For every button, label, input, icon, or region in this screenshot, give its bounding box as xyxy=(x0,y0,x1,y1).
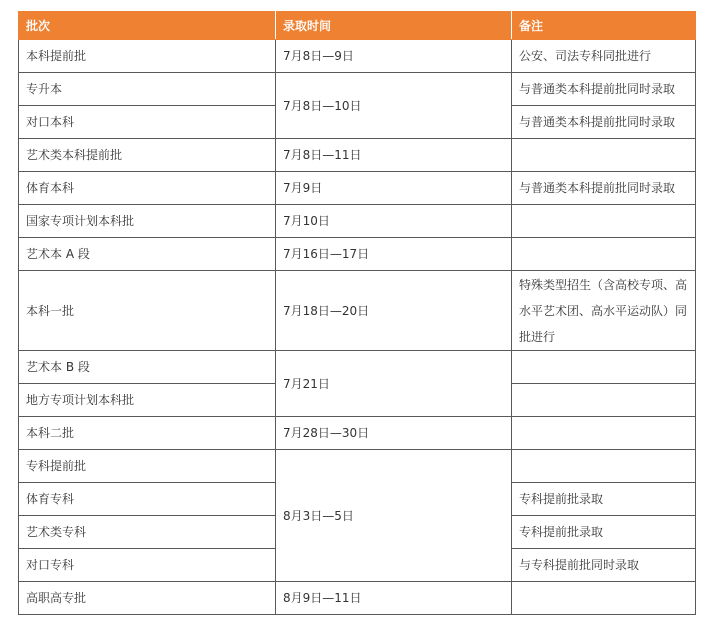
time-cell: 7月9日 xyxy=(276,172,512,205)
note-cell xyxy=(512,384,696,417)
batch-cell: 体育本科 xyxy=(19,172,276,205)
table-row xyxy=(19,582,696,615)
time-cell: 7月8日—9日 xyxy=(276,40,512,73)
batch-cell: 体育专科 xyxy=(19,483,276,516)
note-cell xyxy=(512,450,696,483)
batch-cell: 艺术本 B 段 xyxy=(19,351,276,384)
table-row xyxy=(19,351,696,384)
time-cell: 7月10日 xyxy=(276,205,512,238)
admission-schedule-table xyxy=(18,11,696,615)
note-cell: 与普通类本科提前批同时录取 xyxy=(512,73,696,106)
table-row xyxy=(19,40,696,73)
time-cell: 7月16日—17日 xyxy=(276,238,512,271)
batch-cell: 高职高专批 xyxy=(19,582,276,615)
time-cell: 7月28日—30日 xyxy=(276,417,512,450)
batch-cell: 艺术本 A 段 xyxy=(19,238,276,271)
note-cell: 与专科提前批同时录取 xyxy=(512,549,696,582)
note-cell: 与普通类本科提前批同时录取 xyxy=(512,172,696,205)
note-cell: 专科提前批录取 xyxy=(512,516,696,549)
table-row xyxy=(19,271,696,351)
batch-cell: 专升本 xyxy=(19,73,276,106)
batch-cell: 艺术类本科提前批 xyxy=(19,139,276,172)
batch-cell: 对口专科 xyxy=(19,549,276,582)
batch-cell: 国家专项计划本科批 xyxy=(19,205,276,238)
header-batch: 批次 xyxy=(19,12,276,40)
table-row xyxy=(19,73,696,106)
time-cell: 7月8日—10日 xyxy=(276,73,512,139)
note-cell: 公安、司法专科同批进行 xyxy=(512,40,696,73)
time-cell: 8月3日—5日 xyxy=(276,450,512,582)
batch-cell: 本科提前批 xyxy=(19,40,276,73)
time-cell: 8月9日—11日 xyxy=(276,582,512,615)
note-cell: 专科提前批录取 xyxy=(512,483,696,516)
table-row xyxy=(19,139,696,172)
note-cell xyxy=(512,582,696,615)
note-cell: 特殊类型招生（含高校专项、高水平艺术团、高水平运动队）同批进行 xyxy=(512,271,696,351)
table-row xyxy=(19,450,696,483)
note-cell: 与普通类本科提前批同时录取 xyxy=(512,106,696,139)
batch-cell: 艺术类专科 xyxy=(19,516,276,549)
table-row xyxy=(19,205,696,238)
note-cell xyxy=(512,238,696,271)
time-cell: 7月8日—11日 xyxy=(276,139,512,172)
batch-cell: 对口本科 xyxy=(19,106,276,139)
time-cell: 7月21日 xyxy=(276,351,512,417)
header-time: 录取时间 xyxy=(276,12,512,40)
note-cell xyxy=(512,139,696,172)
table-row xyxy=(19,238,696,271)
table-header-row xyxy=(19,12,696,40)
table-row xyxy=(19,172,696,205)
batch-cell: 地方专项计划本科批 xyxy=(19,384,276,417)
batch-cell: 本科一批 xyxy=(19,271,276,351)
note-cell xyxy=(512,417,696,450)
time-cell: 7月18日—20日 xyxy=(276,271,512,351)
note-cell xyxy=(512,351,696,384)
header-note: 备注 xyxy=(512,12,696,40)
batch-cell: 专科提前批 xyxy=(19,450,276,483)
table-row xyxy=(19,417,696,450)
note-cell xyxy=(512,205,696,238)
batch-cell: 本科二批 xyxy=(19,417,276,450)
